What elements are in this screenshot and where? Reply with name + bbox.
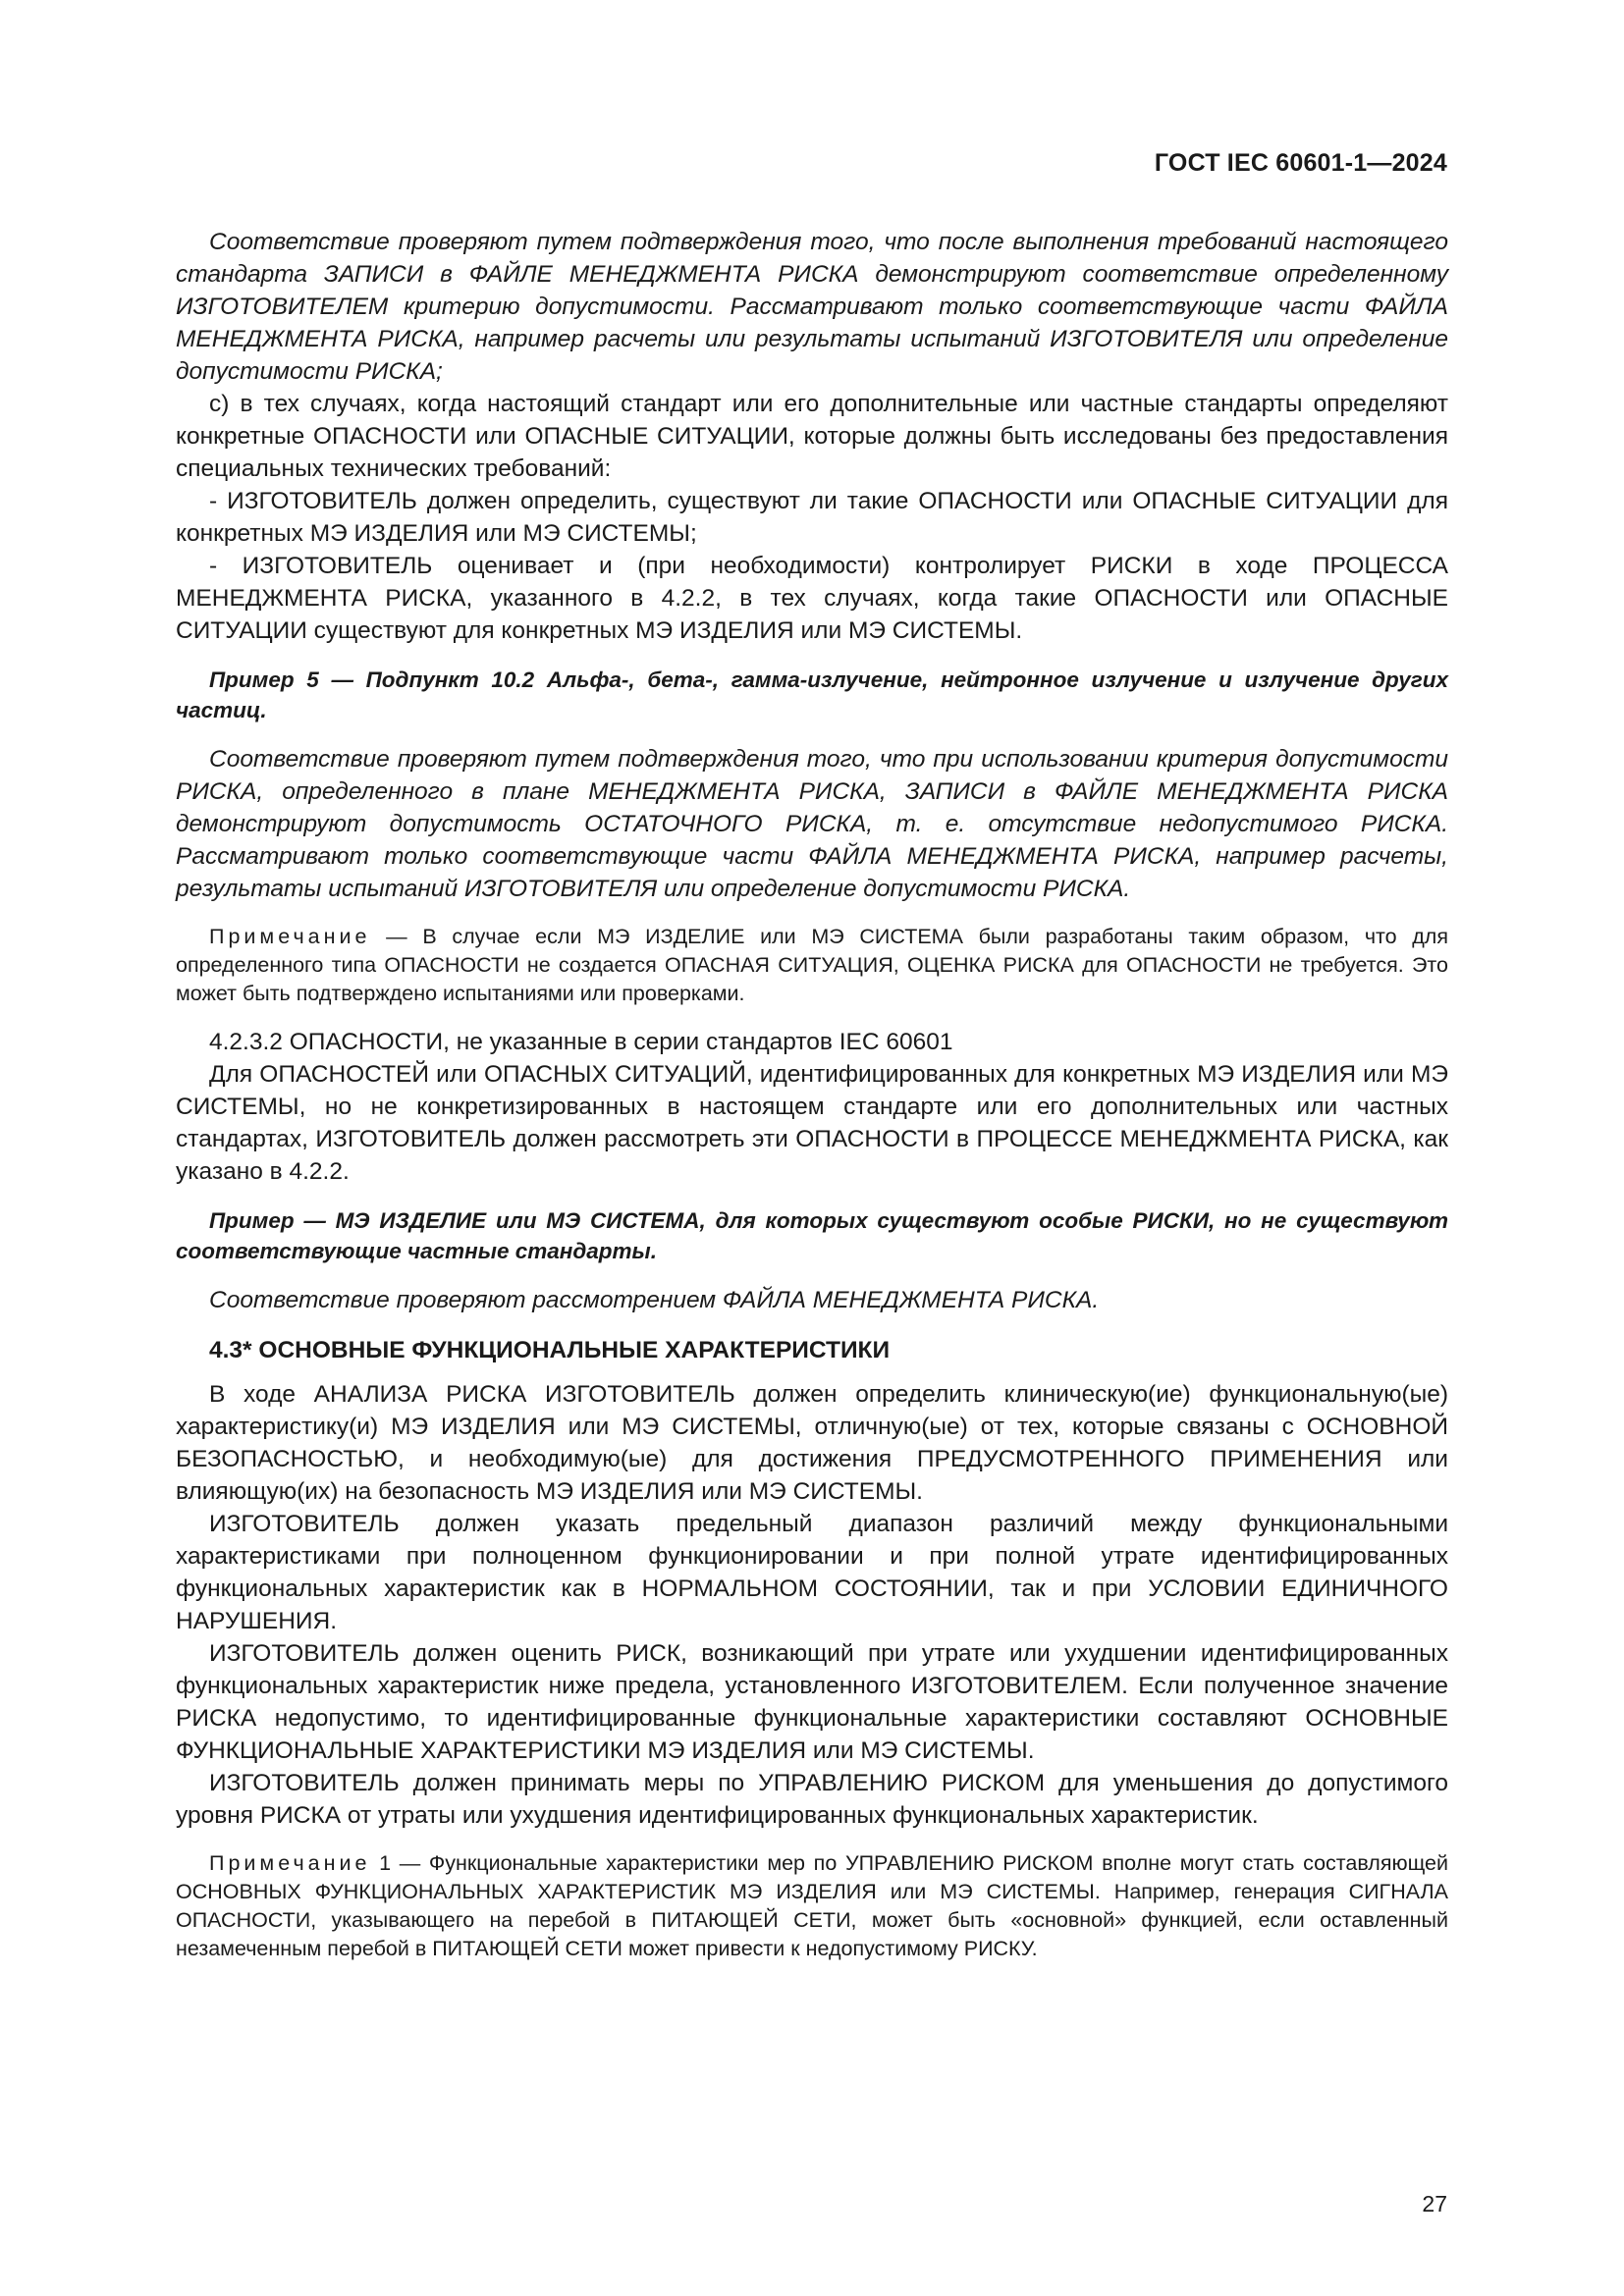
document-body <box>176 226 1448 1963</box>
note-text: 1 — Функциональные характеристики мер по УПРАВЛЕНИЮ РИСКОМ вполне могут стать составляющей ОСНОВНЫХ ФУНКЦИОНАЛЬНЫХ ХАРАКТЕРИСТИК МЭ ИЗДЕЛИЯ или МЭ СИСТЕМЫ. Например, генерация СИГНАЛА ОПАСНОСТИ, указывающего на перебой в ПИТАЮЩЕЙ СЕТИ, может быть «основной» функцией, если оставленный незамеченным перебой в ПИТАЮЩЕЙ СЕТИ может привести к недопустимому РИСКУ. <box>176 1851 1448 1960</box>
note-1 <box>176 923 1448 1008</box>
note-text: — В случае если МЭ ИЗДЕЛИЕ или МЭ СИСТЕМА были разработаны таким образом, что для определенного типа ОПАСНОСТИ не создается ОПАСНАЯ СИТУАЦИЯ, ОЦЕНКА РИСКА для ОПАСНОСТИ не требуется. Это может быть подтверждено испытаниями или проверками. <box>176 925 1448 1005</box>
note-label: Примечание <box>209 925 371 948</box>
list-item-c: c) в тех случаях, когда настоящий стандарт или его дополнительные или частные стандарты определяют конкретные ОПАСНОСТИ или ОПАСНЫЕ СИТУАЦИИ, которые должны быть исследованы без предоставления специальных технических требований: <box>176 391 1448 482</box>
section-4-3-paragraph-4: ИЗГОТОВИТЕЛЬ должен принимать меры по УПРАВЛЕНИЮ РИСКОМ для уменьшения до допустимого уровня РИСКА от утраты или ухудшения идентифицированных функциональных характеристик. <box>176 1770 1448 1829</box>
section-4-3-paragraph-1: В ходе АНАЛИЗА РИСКА ИЗГОТОВИТЕЛЬ должен определить клиническую(ие) функциональную(ые) характеристику(и) МЭ ИЗДЕЛИЯ или МЭ СИСТЕМЫ, отличную(ые) от тех, которые связаны с ОСНОВНОЙ БЕЗОПАСНОСТЬЮ, и необходимую(ые) для достижения ПРЕДУСМОТРЕННОГО ПРИМЕНЕНИЯ или влияющую(их) на безопасность МЭ ИЗДЕЛИЯ или МЭ СИСТЕМЫ. <box>176 1381 1448 1505</box>
dash-item-2: - ИЗГОТОВИТЕЛЬ оценивает и (при необходимости) контролирует РИСКИ в ходе ПРОЦЕССА МЕНЕДЖМЕНТА РИСКА, указанного в 4.2.2, в тех случаях, когда такие ОПАСНОСТИ или ОПАСНЫЕ СИТУАЦИИ существуют для конкретных МЭ ИЗДЕЛИЯ или МЭ СИСТЕМЫ. <box>176 553 1448 644</box>
example-5: Пример 5 — Подпункт 10.2 Альфа-, бета-, гамма-излучение, нейтронное излучение и излучение других частиц. <box>176 667 1448 722</box>
note-label: Примечание <box>209 1851 371 1875</box>
dash-item-1: - ИЗГОТОВИТЕЛЬ должен определить, существуют ли такие ОПАСНОСТИ или ОПАСНЫЕ СИТУАЦИИ для конкретных МЭ ИЗДЕЛИЯ или МЭ СИСТЕМЫ; <box>176 488 1448 547</box>
example-medical-device: Пример — МЭ ИЗДЕЛИЕ или МЭ СИСТЕМА, для которых существуют особые РИСКИ, но не существуют соответствующие частные стандарты. <box>176 1208 1448 1263</box>
section-4-3-paragraph-2: ИЗГОТОВИТЕЛЬ должен указать предельный диапазон различий между функциональными характеристиками при полноценном функционировании и при полной утрате идентифицированных функциональных характеристик как в НОРМАЛЬНОМ СОСТОЯНИИ, так и при УСЛОВИИ ЕДИНИЧНОГО НАРУШЕНИЯ. <box>176 1511 1448 1634</box>
document-standard-header: ГОСТ IEC 60601-1—2024 <box>1154 149 1447 177</box>
subsection-4-2-3-2-title: 4.2.3.2 ОПАСНОСТИ, не указанные в серии стандартов IEC 60601 <box>209 1029 953 1055</box>
section-4-3-paragraph-3: ИЗГОТОВИТЕЛЬ должен оценить РИСК, возникающий при утрате или ухудшении идентифицированных функциональных характеристик ниже предела, установленного ИЗГОТОВИТЕЛЕМ. Если полученное значение РИСКА недопустимо, то идентифицированные функциональные характеристики составляют ОСНОВНЫЕ ФУНКЦИОНАЛЬНЫЕ ХАРАКТЕРИСТИКИ МЭ ИЗДЕЛИЯ или МЭ СИСТЕМЫ. <box>176 1640 1448 1764</box>
page-number: 27 <box>1422 2191 1447 2216</box>
note-2 <box>176 1849 1448 1963</box>
compliance-paragraph-2: Соответствие проверяют путем подтверждения того, что при использовании критерия допустимости РИСКА, определенного в плане МЕНЕДЖМЕНТА РИСКА, ЗАПИСИ в ФАЙЛЕ МЕНЕДЖМЕНТА РИСКА демонстрируют допустимость ОСТАТОЧНОГО РИСКА, т. е. отсутствие недопустимого РИСКА. Рассматривают только соответствующие части ФАЙЛА МЕНЕДЖМЕНТА РИСКА, например расчеты, результаты испытаний ИЗГОТОВИТЕЛЯ или определение допустимости РИСКА. <box>176 746 1448 902</box>
subsection-4-2-3-2-body: Для ОПАСНОСТЕЙ или ОПАСНЫХ СИТУАЦИЙ, идентифицированных для конкретных МЭ ИЗДЕЛИЯ или МЭ СИСТЕМЫ, но не конкретизированных в настоящем стандарте или его дополнительных или частных стандартах, ИЗГОТОВИТЕЛЬ должен рассмотреть эти ОПАСНОСТИ в ПРОЦЕССЕ МЕНЕДЖМЕНТА РИСКА, как указано в 4.2.2. <box>176 1061 1448 1185</box>
compliance-paragraph-1: Соответствие проверяют путем подтверждения того, что после выполнения требований настоящего стандарта ЗАПИСИ в ФАЙЛЕ МЕНЕДЖМЕНТА РИСКА демонстрируют соответствие определенному ИЗГОТОВИТЕЛЕМ критерию допустимости. Рассматривают только соответствующие части ФАЙЛА МЕНЕДЖМЕНТА РИСКА, например расчеты или результаты испытаний ИЗГОТОВИТЕЛЯ или определение допустимости РИСКА; <box>176 229 1448 385</box>
compliance-paragraph-3: Соответствие проверяют рассмотрением ФАЙЛА МЕНЕДЖМЕНТА РИСКА. <box>209 1287 1100 1313</box>
section-4-3-heading: 4.3* ОСНОВНЫЕ ФУНКЦИОНАЛЬНЫЕ ХАРАКТЕРИСТИКИ <box>209 1337 891 1363</box>
